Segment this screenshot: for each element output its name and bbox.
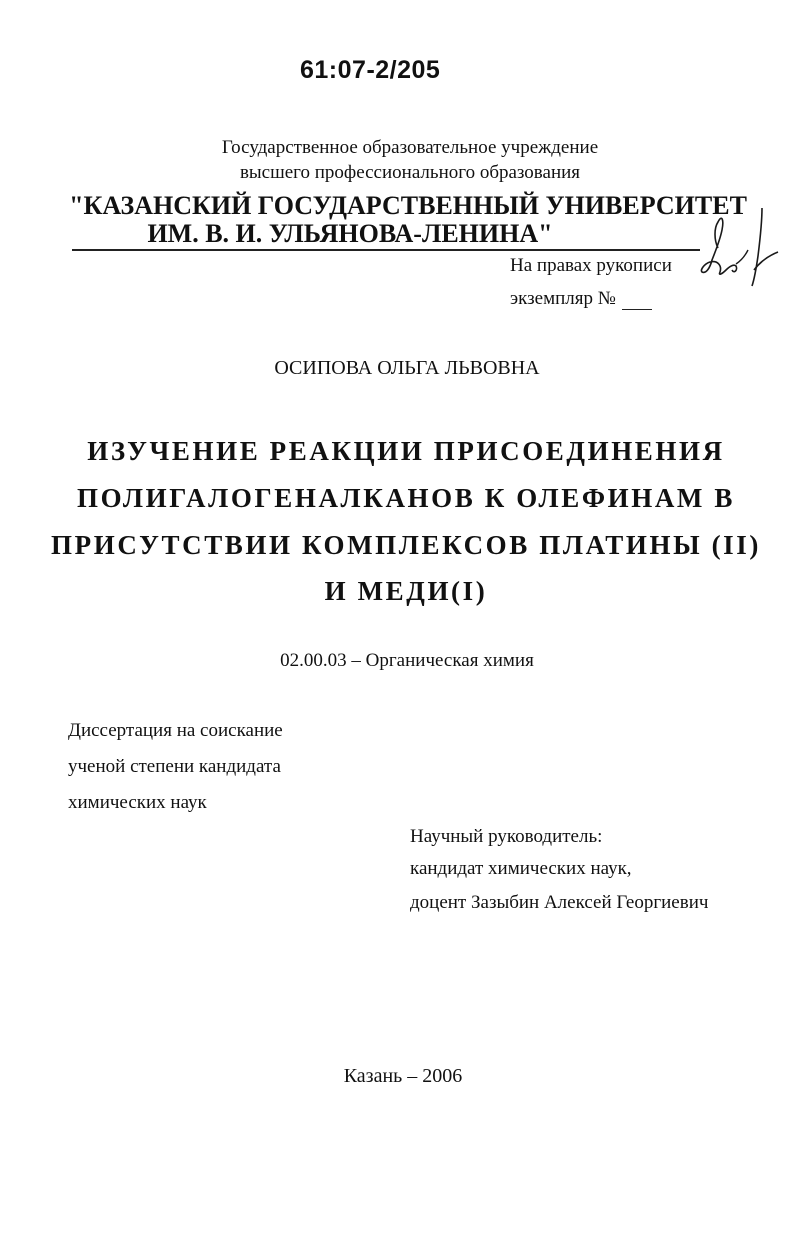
title-line-4: И МЕДИ(I)	[324, 576, 488, 606]
city-year: Казань – 2006	[343, 1065, 463, 1087]
dissertation-line-2: ученой степени кандидата	[68, 756, 281, 777]
header-divider	[72, 249, 700, 251]
author-name: ОСИПОВА ОЛЬГА ЛЬВОВНА	[274, 357, 540, 379]
supervisor-line-1: Научный руководитель:	[410, 826, 603, 847]
org-line-2: высшего профессионального образования	[239, 162, 581, 183]
org-line-1: Государственное образовательное учреждение	[221, 137, 599, 158]
copy-number-label: экземпляр №	[510, 288, 616, 309]
signature	[690, 200, 790, 310]
specialty: 02.00.03 – Органическая химия	[280, 650, 534, 671]
dissertation-line-1: Диссертация на соискание	[68, 720, 283, 741]
university-name-line-1: "КАЗАНСКИЙ ГОСУДАРСТВЕННЫЙ УНИВЕРСИТЕТ	[69, 191, 747, 220]
supervisor-line-3: доцент Зазыбин Алексей Георгиевич	[410, 892, 709, 913]
supervisor-line-2: кандидат химических наук,	[410, 858, 632, 879]
title-line-3: ПРИСУТСТВИИ КОМПЛЕКСОВ ПЛАТИНЫ (II)	[51, 530, 761, 560]
copy-number	[510, 288, 652, 310]
title-line-2: ПОЛИГАЛОГЕНАЛКАНОВ К ОЛЕФИНАМ В	[77, 483, 735, 513]
university-name-line-2: ИМ. В. И. УЛЬЯНОВА-ЛЕНИНА"	[147, 219, 553, 248]
copy-number-blank	[622, 292, 652, 310]
title-line-1: ИЗУЧЕНИЕ РЕАКЦИИ ПРИСОЕДИНЕНИЯ	[87, 436, 725, 466]
manuscript-rights: На правах рукописи	[510, 255, 672, 276]
dissertation-line-3: химических наук	[68, 792, 207, 813]
archive-code: 61:07-2/205	[300, 56, 441, 84]
